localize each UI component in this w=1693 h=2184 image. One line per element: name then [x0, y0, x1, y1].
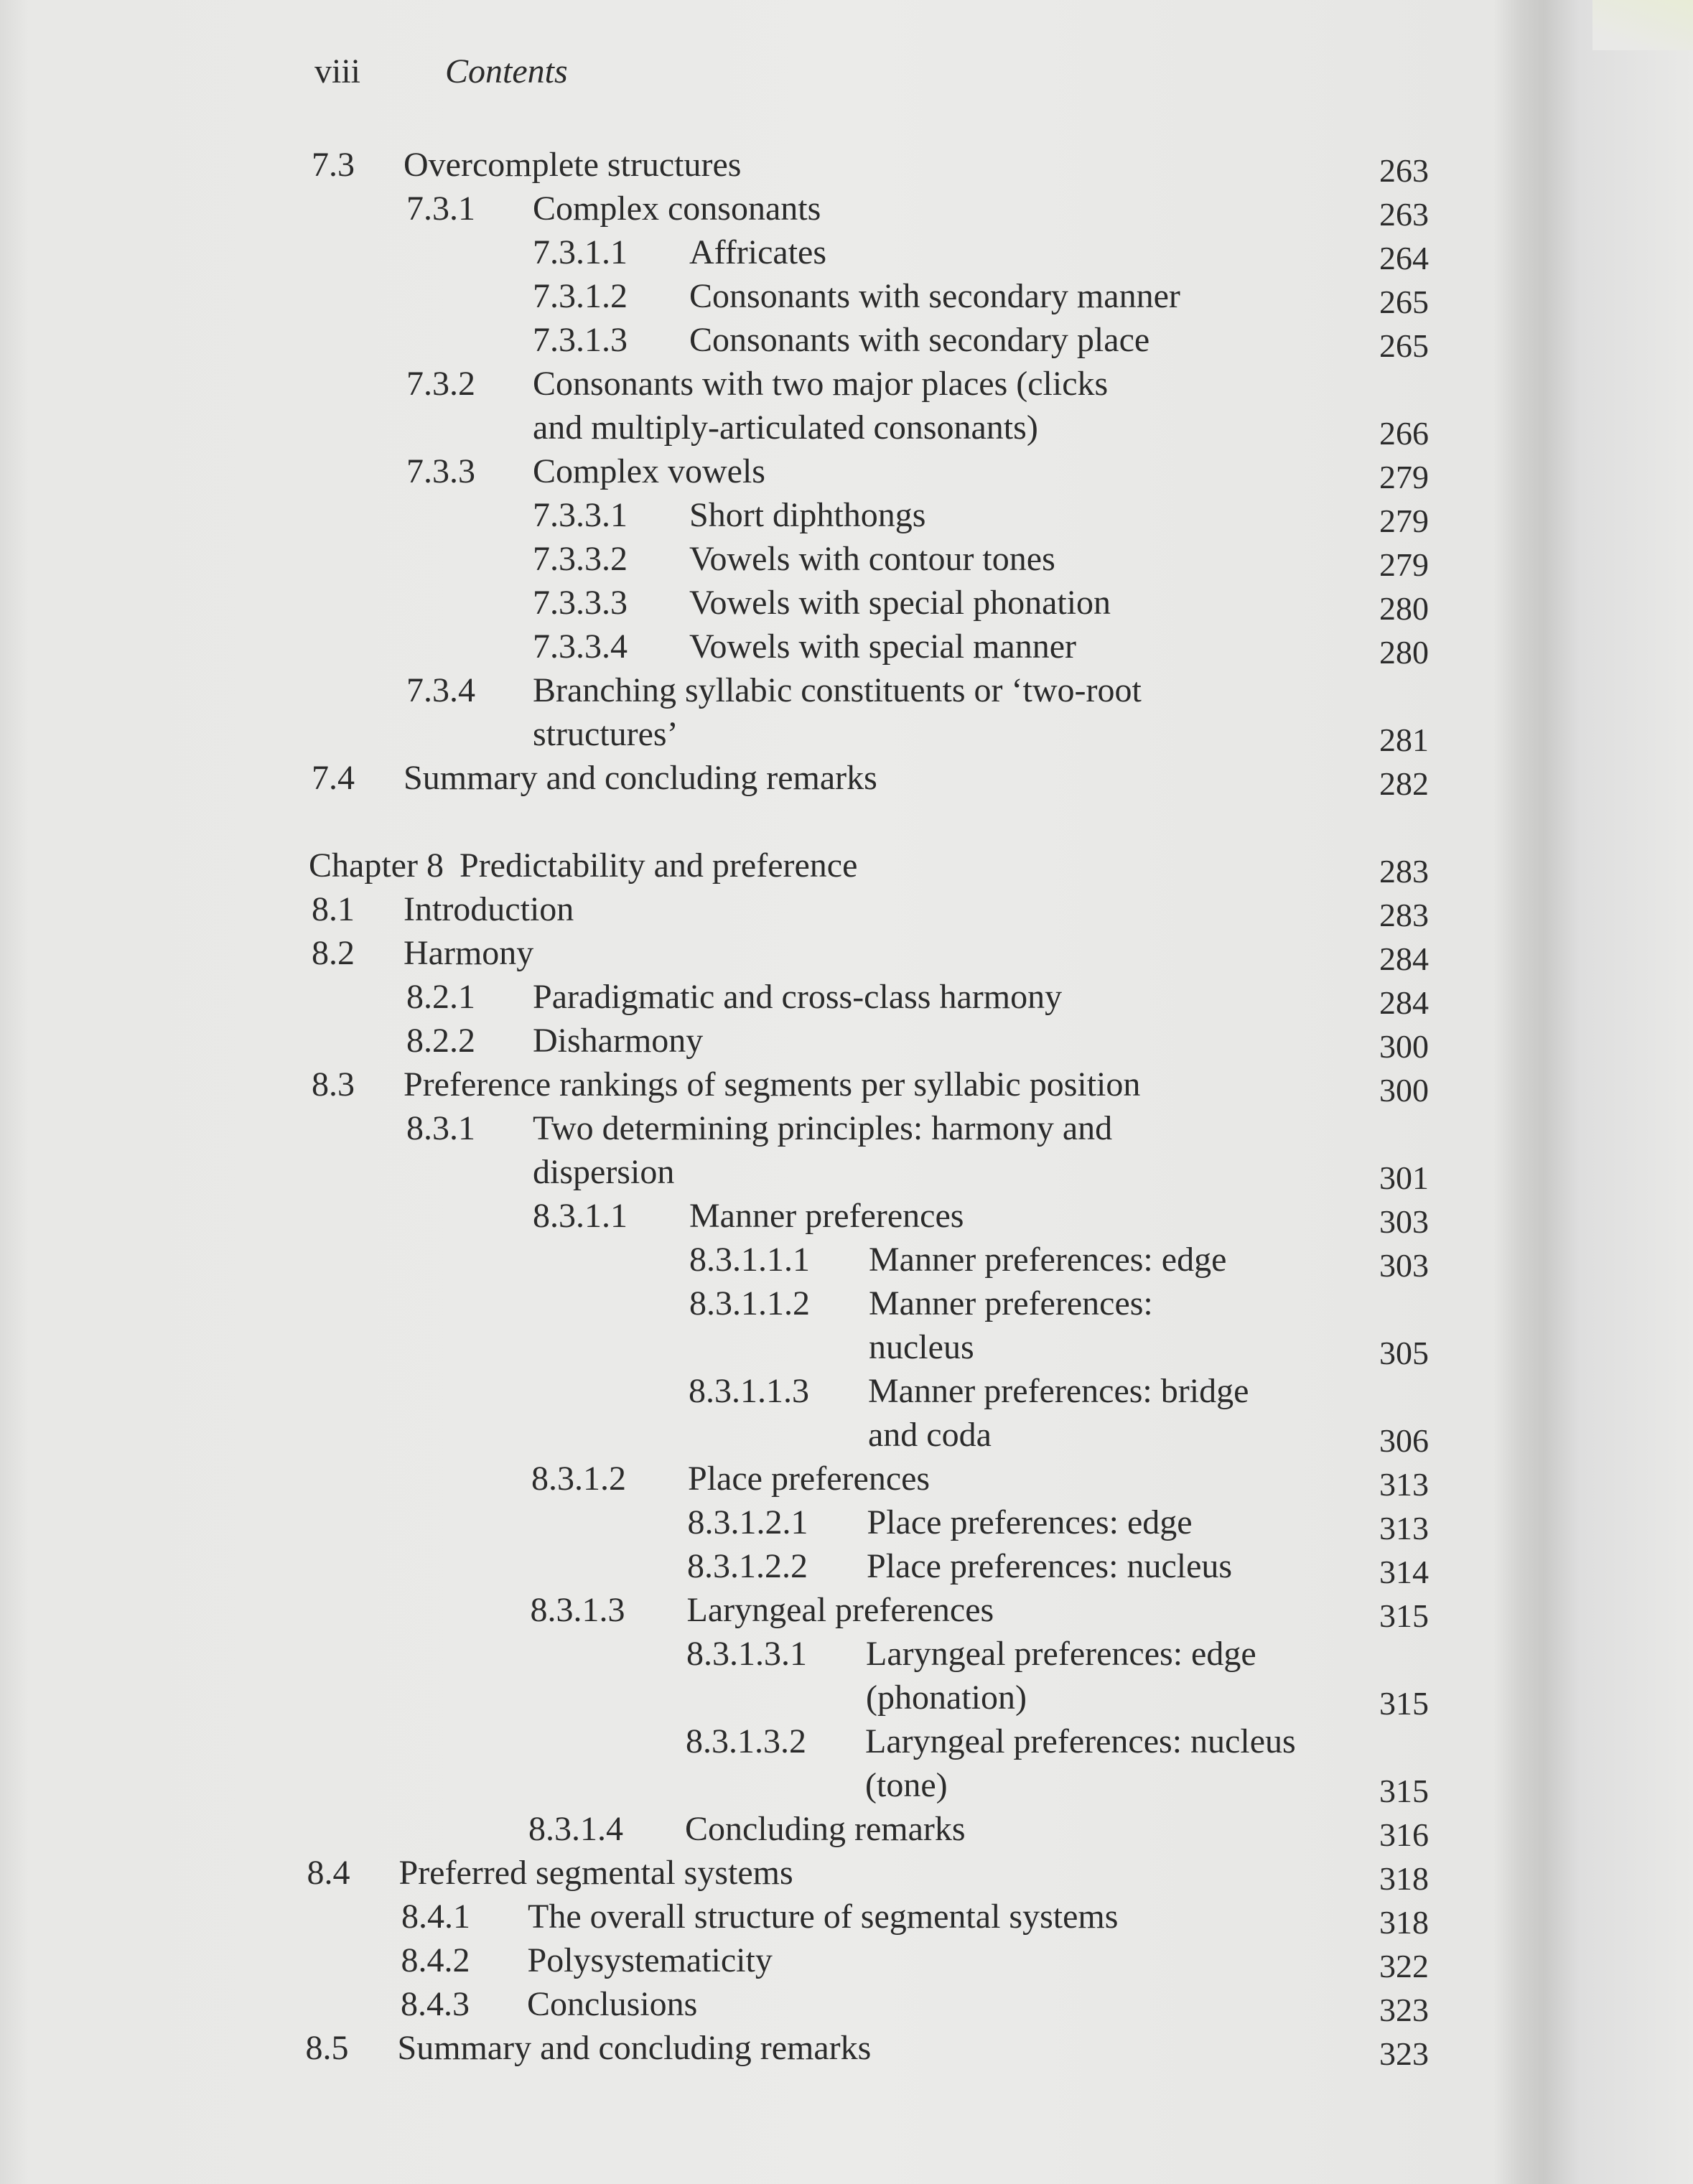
section-number: 7.3.1.3: [533, 321, 628, 359]
section-title: Vowels with special manner: [689, 627, 1076, 666]
section-number: 8.4.1: [401, 1898, 470, 1936]
section-title: Harmony: [404, 934, 534, 972]
section-title: Introduction: [404, 890, 574, 928]
page-ref: 281: [1379, 722, 1429, 758]
section-number: 8.3.1.2: [531, 1460, 626, 1498]
page-ref: 263: [1379, 196, 1429, 233]
section-title: Disharmony: [533, 1022, 704, 1060]
page-ref: 284: [1379, 984, 1429, 1021]
section-title: and multiply-articulated consonants): [533, 409, 1038, 447]
section-title: Manner preferences:: [869, 1284, 1153, 1322]
section-title: The overall structure of segmental systems: [528, 1898, 1119, 1936]
page-ref: 284: [1379, 941, 1429, 977]
section-number: 7.3.2: [406, 365, 475, 403]
section-number: 8.3.1.2.1: [687, 1503, 808, 1541]
section-number: 7.3: [312, 146, 355, 184]
page-ref: 283: [1379, 853, 1429, 890]
page-ref: 279: [1379, 459, 1429, 495]
section-number: 7.3.1: [406, 190, 475, 228]
section-title: structures’: [533, 715, 678, 753]
section-title: Laryngeal preferences: [686, 1591, 994, 1629]
section-title: Consonants with secondary place: [689, 321, 1150, 359]
section-title: Concluding remarks: [685, 1810, 966, 1848]
page-ref: 265: [1379, 327, 1429, 364]
section-number: 8.3.1.3.1: [686, 1635, 807, 1673]
section-title: Two determining principles: harmony and: [533, 1109, 1113, 1147]
section-title: Preference rankings of segments per syllabic position: [404, 1065, 1141, 1103]
section-number: 8.1: [312, 890, 355, 928]
section-title: Affricates: [689, 233, 827, 271]
section-number: 8.3.1.3: [530, 1591, 625, 1629]
section-number: 7.3.4: [406, 671, 475, 709]
page-ref: 318: [1379, 1904, 1429, 1941]
page-ref: 323: [1379, 1992, 1429, 2028]
section-title: Consonants with two major places (clicks: [533, 365, 1109, 403]
section-number: 8.4: [307, 1854, 350, 1892]
section-title: Summary and concluding remarks: [397, 2029, 872, 2067]
section-number: 7.3.3: [406, 452, 475, 490]
section-number: Chapter 8: [309, 846, 444, 885]
page-ref: 303: [1379, 1203, 1429, 1240]
page-ref: 283: [1379, 897, 1429, 933]
section-number: 8.5: [305, 2029, 349, 2067]
page-ref: 315: [1379, 1773, 1429, 1809]
page-ref: 279: [1379, 546, 1429, 583]
section-title: and coda: [868, 1416, 992, 1454]
page-ref: 263: [1379, 152, 1429, 189]
section-title: Overcomplete structures: [404, 146, 742, 184]
page-ref: 315: [1379, 1685, 1429, 1722]
page-corner: [1592, 0, 1693, 50]
page-ref: 313: [1379, 1510, 1429, 1546]
section-title: nucleus: [869, 1328, 974, 1366]
section-title: Branching syllabic constituents or ‘two-root: [533, 671, 1142, 709]
page-ref: 322: [1379, 1948, 1429, 1984]
page-ref: 314: [1379, 1554, 1429, 1590]
section-number: 8.2.1: [406, 978, 475, 1016]
page-ref: 305: [1379, 1335, 1429, 1371]
page-ref: 280: [1379, 590, 1429, 627]
section-number: 8.4.3: [401, 1985, 470, 2023]
page-ref: 306: [1379, 1422, 1429, 1459]
page-number: viii: [314, 52, 361, 90]
section-number: 7.3.3.3: [533, 584, 628, 622]
section-title: dispersion: [533, 1153, 675, 1191]
page-ref: 313: [1379, 1466, 1429, 1503]
page-ref: 266: [1379, 415, 1429, 452]
section-number: 8.3.1.2.2: [687, 1547, 808, 1585]
page-ref: 279: [1379, 503, 1429, 539]
section-number: 8.3.1: [406, 1109, 475, 1147]
section-number: 7.3.1.2: [533, 277, 628, 315]
section-number: 8.2: [312, 934, 355, 972]
section-number: 7.3.3.1: [533, 496, 628, 534]
page-ref: 282: [1379, 765, 1429, 802]
running-title: Contents: [445, 52, 568, 90]
section-title: Place preferences: edge: [867, 1503, 1193, 1541]
section-number: 8.4.2: [401, 1941, 470, 1979]
section-title: Vowels with contour tones: [689, 540, 1055, 578]
section-title: Manner preferences: bridge: [868, 1372, 1249, 1410]
section-title: Predictability and preference: [460, 846, 858, 885]
section-title: (tone): [865, 1766, 948, 1804]
section-title: Laryngeal preferences: edge: [866, 1635, 1256, 1673]
section-title: Paradigmatic and cross-class harmony: [533, 978, 1063, 1016]
page-ref: 315: [1379, 1597, 1429, 1634]
section-title: Place preferences: nucleus: [867, 1547, 1233, 1585]
section-title: Vowels with special phonation: [689, 584, 1111, 622]
section-number: 8.3.1.3.2: [686, 1722, 806, 1760]
section-number: 7.3.3.4: [533, 627, 628, 666]
page-ref: 280: [1379, 634, 1429, 671]
section-title: Complex consonants: [533, 190, 821, 228]
section-number: 7.3.3.2: [533, 540, 628, 578]
page-ref: 303: [1379, 1247, 1429, 1284]
section-title: Preferred segmental systems: [398, 1854, 793, 1892]
page-ref: 265: [1379, 284, 1429, 320]
section-title: Place preferences: [688, 1460, 931, 1498]
section-title: Laryngeal preferences: nucleus: [865, 1722, 1296, 1760]
page-ref: 301: [1379, 1159, 1429, 1196]
section-number: 8.2.2: [406, 1022, 475, 1060]
page-ref: 318: [1379, 1860, 1429, 1897]
section-number: 7.4: [312, 759, 355, 797]
section-title: Complex vowels: [533, 452, 765, 490]
page-ref: 323: [1379, 2035, 1429, 2072]
page-ref: 300: [1379, 1072, 1429, 1109]
section-number: 8.3.1.1.3: [689, 1372, 809, 1410]
section-title: Consonants with secondary manner: [689, 277, 1180, 315]
section-number: 8.3.1.1.2: [689, 1284, 810, 1322]
section-title: Short diphthongs: [689, 496, 926, 534]
section-number: 8.3.1.1: [533, 1197, 628, 1235]
page-ref: 300: [1379, 1028, 1429, 1065]
section-title: Summary and concluding remarks: [404, 759, 877, 797]
section-title: Polysystematicity: [527, 1941, 773, 1979]
page-ref: 264: [1379, 240, 1429, 276]
section-title: Conclusions: [527, 1985, 698, 2023]
section-number: 7.3.1.1: [533, 233, 628, 271]
section-number: 8.3: [312, 1065, 355, 1103]
section-number: 8.3.1.4: [528, 1810, 623, 1848]
section-title: Manner preferences: [689, 1197, 964, 1235]
section-number: 8.3.1.1.1: [689, 1241, 810, 1279]
page-ref: 316: [1379, 1816, 1429, 1853]
section-title: Manner preferences: edge: [869, 1241, 1227, 1279]
section-title: (phonation): [866, 1679, 1027, 1717]
